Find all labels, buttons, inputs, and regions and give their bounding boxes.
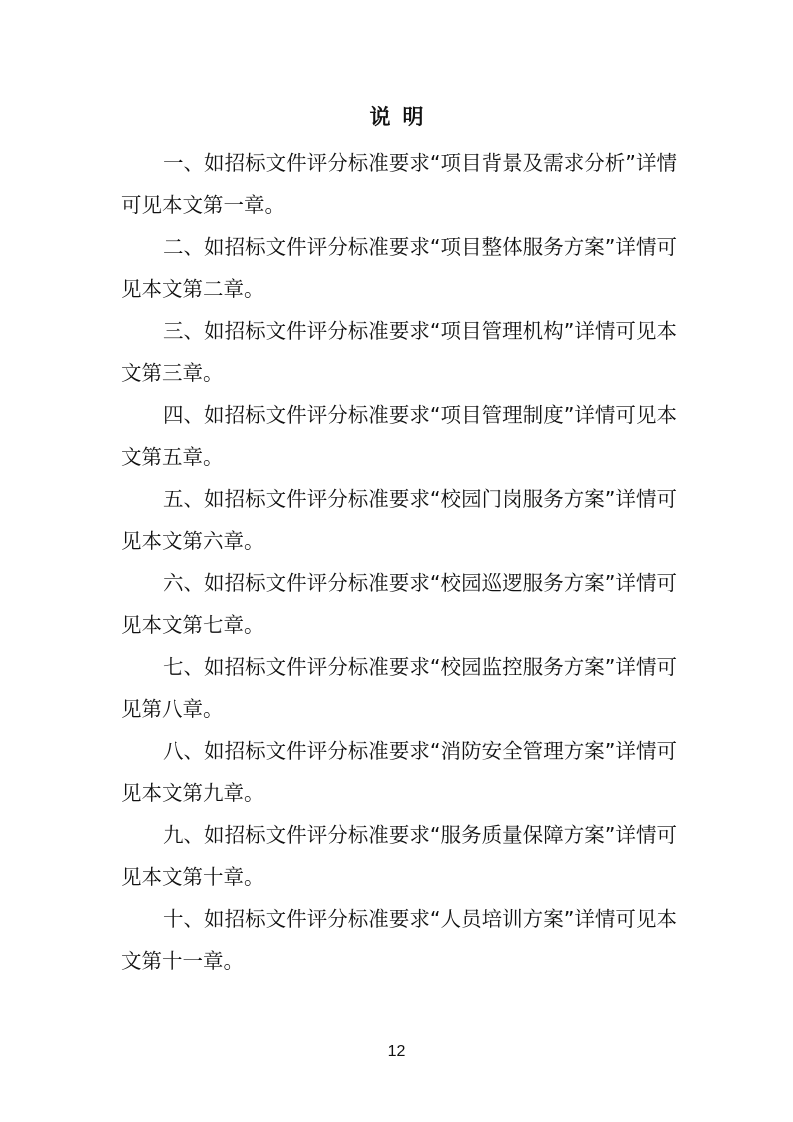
paragraph-8: 八、如招标文件评分标准要求“消防安全管理方案”详情可见本文第九章。: [121, 739, 677, 805]
paragraph-1: 一、如招标文件评分标准要求“项目背景及需求分析”详情可见本文第一章。: [121, 151, 677, 217]
paragraph-10: 十、如招标文件评分标准要求“人员培训方案”详情可见本文第十一章。: [121, 907, 677, 973]
paragraph-5: 五、如招标文件评分标准要求“校园门岗服务方案”详情可见本文第六章。: [121, 487, 677, 553]
paragraph-3: 三、如招标文件评分标准要求“项目管理机构”详情可见本文第三章。: [121, 319, 677, 385]
paragraph-2: 二、如招标文件评分标准要求“项目整体服务方案”详情可见本文第二章。: [121, 235, 677, 301]
paragraph-9: 九、如招标文件评分标准要求“服务质量保障方案”详情可见本文第十章。: [121, 823, 677, 889]
page-title: 说明: [369, 105, 436, 129]
paragraph-6: 六、如招标文件评分标准要求“校园巡逻服务方案”详情可见本文第七章。: [121, 571, 677, 637]
document-body: [121, 142, 677, 982]
page-number: 12: [387, 1043, 406, 1060]
paragraph-7: 七、如招标文件评分标准要求“校园监控服务方案”详情可见第八章。: [121, 655, 677, 721]
paragraph-4: 四、如招标文件评分标准要求“项目管理制度”详情可见本文第五章。: [121, 403, 677, 469]
